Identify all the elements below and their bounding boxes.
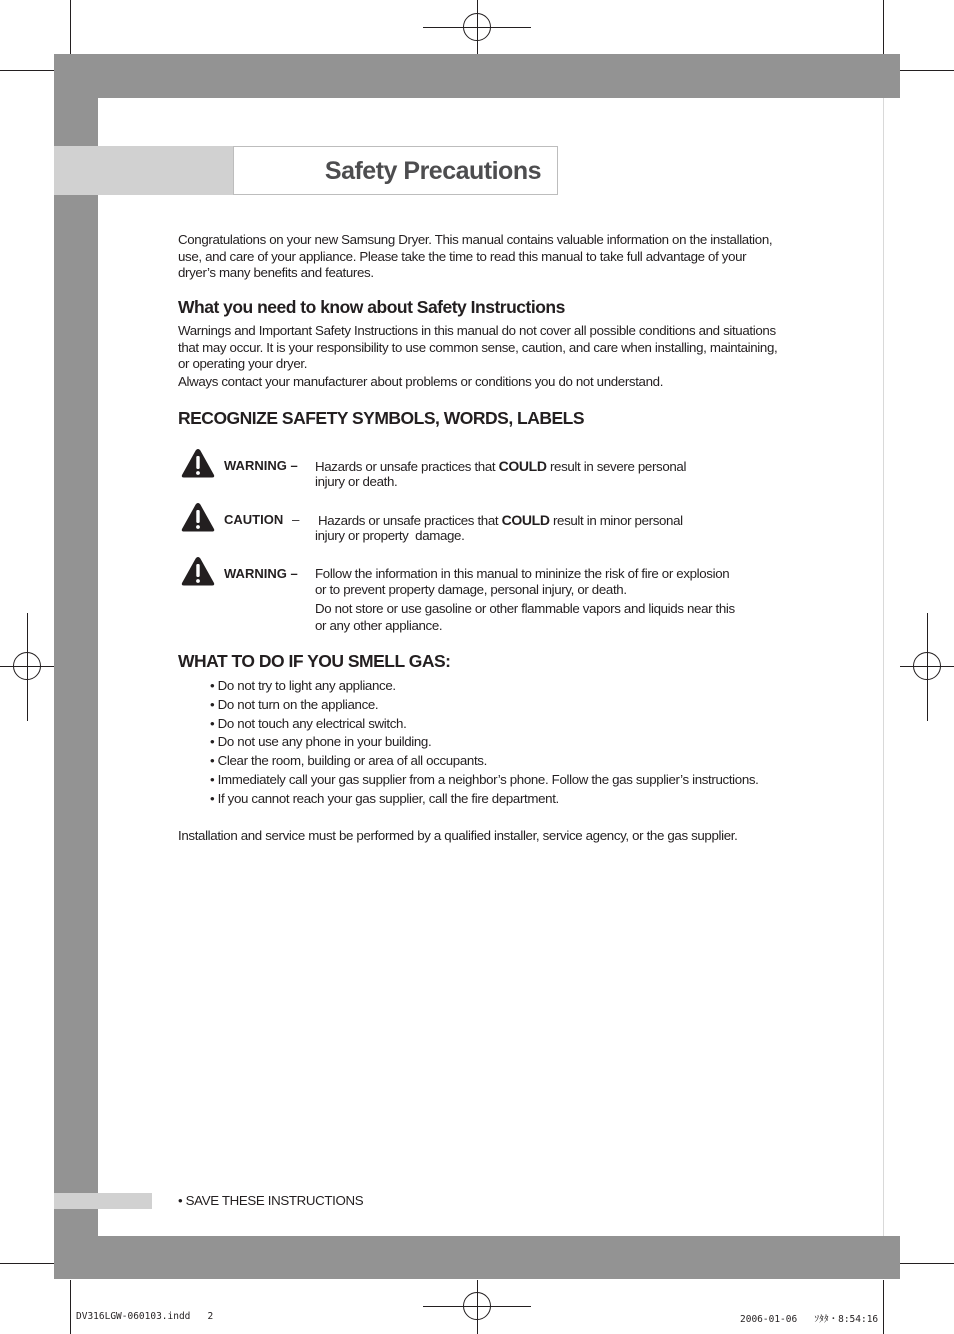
list-item: • Do not touch any electrical switch. xyxy=(210,715,407,731)
page-frame-right xyxy=(883,98,884,1236)
page-frame-bottom xyxy=(54,1236,900,1279)
file-slug: DV316LGW-060103.indd 2 xyxy=(76,1311,214,1322)
fire-warning-line1: Follow the information in this manual to mininize the risk of fire or explosion xyxy=(315,566,730,581)
section-heading-safety-instructions: What you need to know about Safety Instructions xyxy=(178,297,565,317)
section-heading-smell-gas: WHAT TO DO IF YOU SMELL GAS: xyxy=(178,651,451,671)
save-instructions-note: • SAVE THESE INSTRUCTIONS xyxy=(178,1193,364,1208)
warning-triangle-icon xyxy=(180,555,216,587)
flammable-warning-line1: Do not store or use gasoline or other flammable vapors and liquids near this xyxy=(315,601,735,616)
gas-instructions-list xyxy=(210,677,759,809)
warning-description: Hazards or unsafe practices that COULD result in severe personal xyxy=(315,458,687,474)
safety-instructions-paragraph: Warnings and Important Safety Instructions in this manual do not cover all possible conditions and situations that may occur. It is your responsibility to use common sense, caution, and care when installing, maintaining, or operating your dryer. xyxy=(178,323,778,371)
crop-mark xyxy=(70,1280,71,1334)
caution-description: Hazards or unsafe practices that COULD result in minor personal xyxy=(318,512,683,528)
crop-mark xyxy=(0,1263,54,1264)
crop-mark xyxy=(883,0,884,54)
list-item: • Do not turn on the appliance. xyxy=(210,696,379,712)
installation-note: Installation and service must be performed by a qualified installer, service agency, or the gas supplier. xyxy=(178,828,738,843)
caution-triangle-icon xyxy=(180,501,216,533)
caution-dash: – xyxy=(292,512,300,527)
flammable-warning-line2: or any other appliance. xyxy=(315,618,443,633)
crop-mark xyxy=(883,1280,884,1334)
footer-band xyxy=(54,1193,152,1209)
list-item: • Immediately call your gas supplier from a neighbor’s phone. Follow the gas supplier’s instructions. xyxy=(210,771,759,787)
caution-label: CAUTION xyxy=(224,512,284,527)
page-title: Safety Precautions xyxy=(233,146,558,195)
section-heading-safety-symbols: RECOGNIZE SAFETY SYMBOLS, WORDS, LABELS xyxy=(178,408,585,428)
warning-label: WARNING – xyxy=(224,458,298,473)
caution-description-line2: injury or property damage. xyxy=(315,528,465,543)
contact-manufacturer-paragraph: Always contact your manufacturer about problems or conditions you do not understand. xyxy=(178,374,664,389)
list-item: • Do not use any phone in your building. xyxy=(210,734,432,750)
list-item: • Clear the room, building or area of all occupants. xyxy=(210,753,487,769)
timestamp-slug: 2006-01-06 ｿﾀﾀ・8:54:16 xyxy=(740,1314,879,1325)
crop-mark xyxy=(900,70,954,71)
page-frame-left xyxy=(54,54,98,1279)
list-item: • Do not try to light any appliance. xyxy=(210,678,396,693)
fire-warning-line2: or to prevent property damage, personal injury, or death. xyxy=(315,582,627,597)
crop-mark xyxy=(0,70,54,71)
crop-mark xyxy=(70,0,71,54)
page-frame-top xyxy=(54,54,900,98)
crop-mark xyxy=(900,1263,954,1264)
warning-triangle-icon xyxy=(180,447,216,479)
warning-label: WARNING – xyxy=(224,566,298,581)
list-item: • If you cannot reach your gas supplier, call the fire department. xyxy=(210,790,559,806)
warning-description-line2: injury or death. xyxy=(315,474,398,489)
intro-paragraph: Congratulations on your new Samsung Dryer. This manual contains valuable information on the installation, use, and care of your appliance. Please take the time to read this manual to take full advantage of your dryer’s many benefits and features. xyxy=(178,232,773,280)
title-band xyxy=(54,146,234,195)
